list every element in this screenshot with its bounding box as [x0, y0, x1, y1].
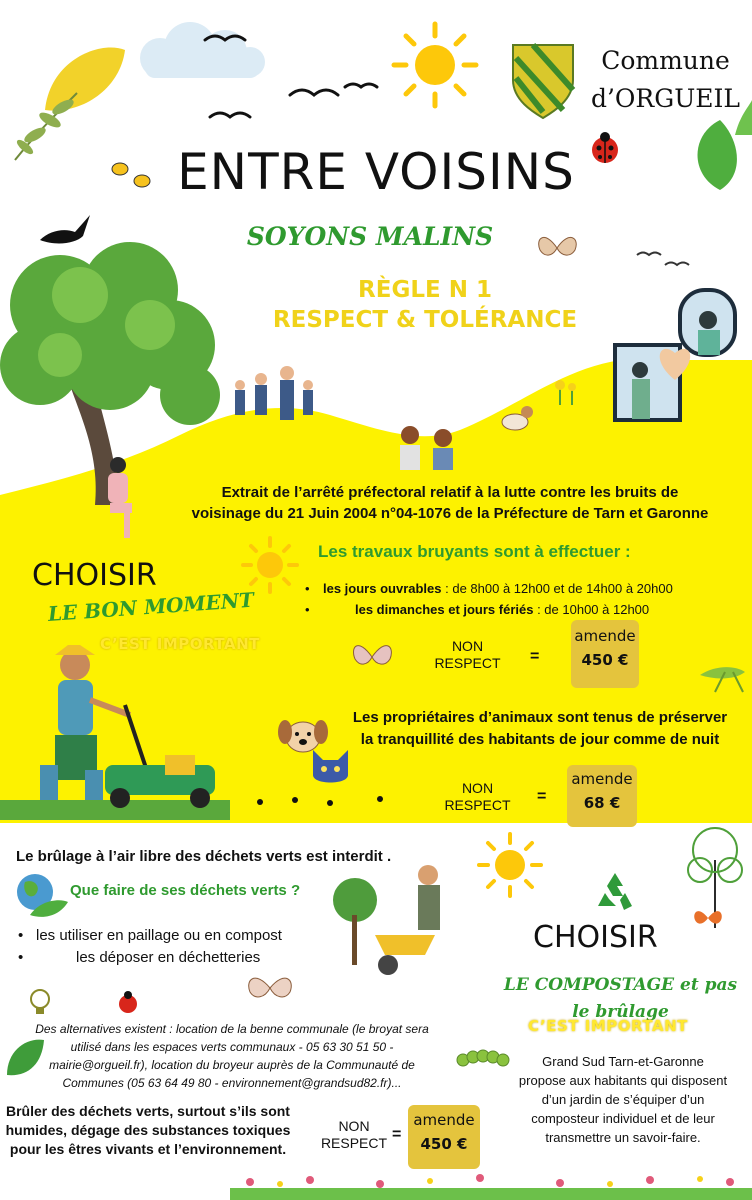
- item-label: les dimanches et jours fériés: [355, 602, 534, 617]
- choisir-compost: CHOISIR: [533, 920, 658, 955]
- alternatives-text: [12, 1020, 452, 1092]
- recycle-icon: [590, 868, 640, 918]
- slogan: SOYONS MALINS: [246, 222, 494, 251]
- important-label-2: C’EST IMPORTANT: [528, 1017, 688, 1035]
- animaux-line1: Les propriétaires d’animaux sont tenus de préserver: [352, 709, 728, 726]
- commune-shield-icon: [508, 40, 578, 120]
- birds-right-icon: [635, 245, 695, 270]
- arrete-line1: Extrait de l’arrêté préfectoral relatif à la lutte contre les bruits de: [221, 484, 679, 501]
- birds-icon: [195, 25, 395, 130]
- non-respect-1: [420, 638, 515, 672]
- alt-line: Communes (05 63 64 49 80 - environnement@grandsud82.fr)...: [62, 1076, 402, 1090]
- item-label: les jours ouvrables: [323, 581, 442, 596]
- gardener-mower-illustration: [0, 640, 230, 820]
- flowers-icon: [550, 375, 580, 405]
- info-line: Grand Sud Tarn-et-Garonne: [542, 1054, 704, 1069]
- dechets-question: Que faire de ses déchets verts ?: [70, 882, 301, 899]
- respect-label: RESPECT: [444, 797, 511, 813]
- amende-value: 68 €: [583, 794, 621, 812]
- info-line: composteur individuel et de leur: [531, 1111, 715, 1126]
- sitting-woman-illustration: [100, 455, 140, 540]
- info-line: propose aux habitants qui disposent: [518, 1073, 728, 1088]
- list-item: • les déposer en déchetteries: [18, 947, 282, 969]
- equals-sign: =: [530, 648, 540, 665]
- item-text: : de 8h00 à 12h00 et de 14h00 à 20h00: [441, 581, 673, 596]
- rule-line2: RESPECT & TOLÉRANCE: [272, 307, 578, 333]
- grasshopper-icon: [695, 650, 750, 695]
- sun-icon: [390, 20, 480, 110]
- bon-moment-label: LE BON MOMENT: [47, 587, 255, 626]
- family-illustration: [225, 365, 325, 435]
- earth-leaf-icon: [10, 870, 70, 922]
- non-label: NON: [461, 780, 494, 796]
- list-item: [305, 599, 673, 620]
- small-sun-icon: [240, 535, 300, 595]
- travaux-list: [305, 578, 673, 620]
- dog-icon: [495, 400, 535, 435]
- rule-line1: RÈGLE N 1: [358, 277, 492, 303]
- flower-meadow-icon: [230, 1150, 752, 1200]
- equals-sign: =: [392, 1126, 402, 1143]
- compost-info: [498, 1052, 748, 1147]
- rule-heading: [200, 275, 650, 335]
- alt-line: Des alternatives existent : location de la benne communale (le broyat sera: [35, 1022, 429, 1036]
- neighbors-heart-illustration: [610, 285, 740, 425]
- info-line: d’un jardin de s’équiper d’un: [541, 1092, 705, 1107]
- butterfly-icon-2: [350, 635, 395, 677]
- animaux-line2: la tranquillité des habitants de jour comme de nuit: [360, 731, 720, 748]
- page-title: ENTRE VOISINS: [177, 143, 575, 201]
- ladybug-icon-2: [115, 990, 141, 1016]
- arrete-line2: voisinage du 21 Juin 2004 n°04-1076 de la Préfecture de Tarn et Garonne: [191, 505, 709, 522]
- amende-label: amende: [571, 770, 633, 788]
- amende-label: amende: [413, 1111, 475, 1129]
- item-text: : de 10h00 à 12h00: [533, 602, 650, 617]
- respect-label: RESPECT: [320, 1135, 388, 1151]
- compost-line1: LE COMPOSTAGE et pas: [503, 975, 738, 995]
- danger-line: pour les êtres vivants et l’environnement.: [9, 1141, 287, 1157]
- list-item: [305, 578, 673, 599]
- children-playing-illustration: [395, 420, 465, 475]
- cat-face-icon: [308, 745, 353, 790]
- amende-value: 450 €: [581, 651, 629, 669]
- danger-line: humides, dégage des substances toxiques: [5, 1122, 291, 1138]
- commune-line2: d’ORGUEIL: [590, 84, 741, 113]
- commune-line1: Commune: [601, 46, 730, 75]
- brulage-interdit: Le brûlage à l’air libre des déchets verts est interdit .: [16, 848, 392, 865]
- amende-box-2: [567, 765, 637, 827]
- leaf-icon: [2, 1035, 47, 1080]
- respect-label: RESPECT: [434, 655, 501, 671]
- important-label-1: C’EST IMPORTANT: [100, 635, 260, 653]
- dechets-list: [18, 925, 282, 969]
- butterfly-icon-4: [692, 905, 724, 931]
- non-label: NON: [451, 638, 484, 654]
- list-item: • les utiliser en paillage ou en compost: [18, 925, 282, 947]
- blackbird-icon: [35, 210, 95, 250]
- paw-prints-icon: [250, 790, 410, 812]
- non-label: NON: [338, 1118, 370, 1134]
- non-respect-2: [430, 780, 525, 814]
- compost-line2: le brûlage: [572, 1002, 669, 1022]
- amende-box-1: [571, 620, 639, 688]
- bulb-icon: [25, 985, 55, 1020]
- wheelbarrow-gardener-illustration: [330, 860, 470, 980]
- butterfly-icon: [535, 228, 580, 268]
- amende-label: amende: [574, 627, 636, 645]
- alt-line: mairie@orgueil.fr), location du broyeur auprès de la Communauté de: [49, 1058, 415, 1072]
- travaux-heading: Les travaux bruyants sont à effectuer :: [318, 542, 631, 561]
- alt-line: utilisé dans les espaces verts communaux - 05 63 30 51 50 -: [70, 1040, 394, 1054]
- butterfly-icon-3: [245, 968, 295, 1008]
- equals-sign: =: [537, 788, 547, 805]
- sun-icon-2: [475, 830, 545, 900]
- info-line: transmettre un savoir-faire.: [545, 1130, 701, 1145]
- amende-value: 450 €: [420, 1135, 468, 1153]
- danger-line: Brûler des déchets verts, surtout s’ils sont: [6, 1103, 290, 1119]
- animaux-text: [335, 707, 745, 751]
- choisir-moment: CHOISIR: [32, 558, 157, 593]
- non-respect-3: [310, 1118, 398, 1152]
- arrete-text: [150, 482, 750, 524]
